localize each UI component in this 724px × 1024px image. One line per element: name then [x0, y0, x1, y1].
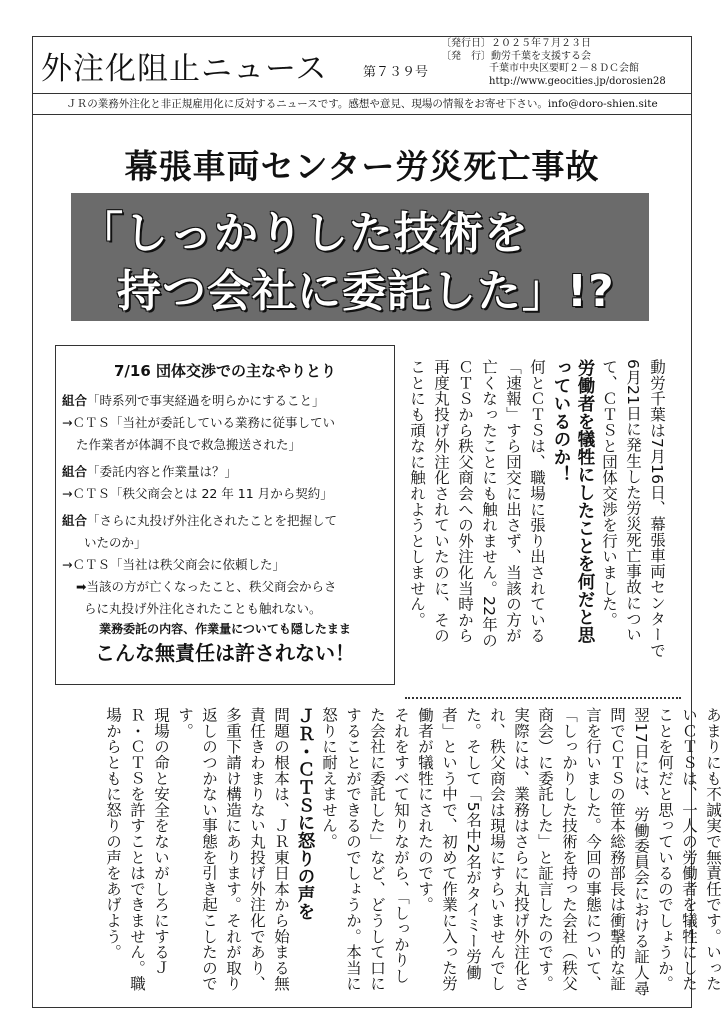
publisher-url: http://www.geocities.jp/dorosien28 [489, 75, 666, 87]
publisher: 〔発 行〕動労千葉を支援する会 [441, 50, 591, 62]
publisher-address: 千葉市中央区要町２－８ＤＣ会館 [489, 63, 639, 74]
article-1-paragraph: 何とＣＴＳは、職場に張り出されている「速報」すら団交に出さず、当該の方が亡くなったことにも触れません。22年のＣＴＳから秩父商会への外注化当時から再度丸投げ外注化されていたのに、そのことにも頑なに触れようとしません。 [408, 359, 546, 648]
article-1-heading: 労働者を犠牲にしたことを何だと思っているのか！ [551, 359, 595, 644]
exchange-question: 組合「委託内容と作業量は？」 [62, 464, 238, 479]
masthead [33, 37, 691, 94]
article-2-heading: ＪＲ・ＣＴＳに怒りの声を [295, 707, 315, 921]
article-2-paragraph: 翌17日には、労働委員会における証人尋問でＣＴＳの笹本総務部長は衝撃的な証言を行いました。今回の事態について、「しっかりした技術を持った会社（秩父商会）に委託した」と証言したのです。 [536, 707, 650, 996]
newsletter-page [32, 36, 722, 1008]
banner-line-2: 持つ会社に委託した」!? [117, 266, 615, 317]
banner-line-1: 「しっかりした技術を [79, 208, 529, 259]
article-2-paragraph: 現場の命と安全をないがしろにするＪＲ・ＣＴＳを許すことはできません。職場からともに怒りの声をあげよう。 [104, 707, 170, 992]
negotiation-summary-box [55, 345, 395, 685]
box-body [62, 390, 388, 620]
exchange-question: 組合「時系列で事実経過を明らかにすること」 [62, 393, 325, 408]
right-arrow-icon: ➡ [76, 579, 87, 594]
exchange-answer-cont: た作業者が体調不良で救急搬送された」 [76, 437, 302, 452]
exchange-answer: →ＣＴＳ「当社が委託している業務に従事してい [62, 415, 335, 430]
banner-quote [71, 193, 649, 321]
issue-number: 第７３９号 [363, 65, 429, 80]
article-1-paragraph: 動労千葉は7月16日、幕張車両センターで6月21日に発生した労災死亡事故について、ＣＴＳと団体交渉を行いました。 [600, 359, 666, 659]
box-note: ➡当該の方が亡くなったこと、秩父商会からさ [76, 579, 337, 594]
article-2-paragraph: あまりにも不誠実で無責任です。いったいＣＴＳは、一人の労働者を犠牲にしたことを何だと思っているのでしょうか。 [656, 707, 722, 992]
article-2-paragraph: 問題の根本は、ＪＲ東日本から始まる無責任きわまりない丸投げ外注化であり、多重下請け構造にあります。それが取り返しのつかない事態を引き起こしたのです。 [176, 707, 290, 992]
exchange-answer: →ＣＴＳ「秩父商会とは 22 年 11 月から契約」 [62, 486, 333, 501]
article-1 [405, 359, 669, 659]
article-2-paragraph: 実際には、業務はさらに丸投げ外注化され、秩父商会は現場にすらいませんでした。そして「5名中2名がタイミー労働者」という中で、初めて作業に入った労働者が犠牲にされたのです。 [416, 707, 530, 992]
article-2-paragraph: それをすべて知りながら、「しっかりした会社に委託した」など、どうして口にすることができるのでしょうか。本当に怒りに耐えません。 [320, 707, 410, 992]
newsletter-title: 外注化阻止ニュース [41, 51, 328, 87]
box-conclusion: こんな無責任は許されない！ [95, 641, 355, 665]
publication-info [441, 38, 666, 88]
article-2 [101, 707, 724, 997]
publish-date: 〔発行日〕２０２５年７月２３日 [441, 38, 591, 49]
tagline: ＪＲの業務外注化と非正規雇用化に反対するニュースです。感想や意見、現場の情報をお寄せ下さい。info@doro-shien.site [33, 94, 691, 115]
exchange-question-cont: いたのか」 [84, 535, 147, 550]
exchange-question: 組合「さらに丸投げ外注化されたことを把握して [62, 513, 338, 528]
section-divider [405, 697, 681, 699]
headline: 幕張車両センター労災死亡事故 [124, 147, 600, 186]
exchange-answer: →ＣＴＳ「当社は秩父商会に依頼した」 [62, 557, 285, 572]
box-title: 7/16 団体交渉での主なやりとり [113, 362, 336, 380]
box-note-cont: らに丸投げ外注化されたことも触れない。 [84, 601, 322, 616]
box-note-bold: 業務委託の内容、作業量についても隠したまま [99, 622, 351, 636]
